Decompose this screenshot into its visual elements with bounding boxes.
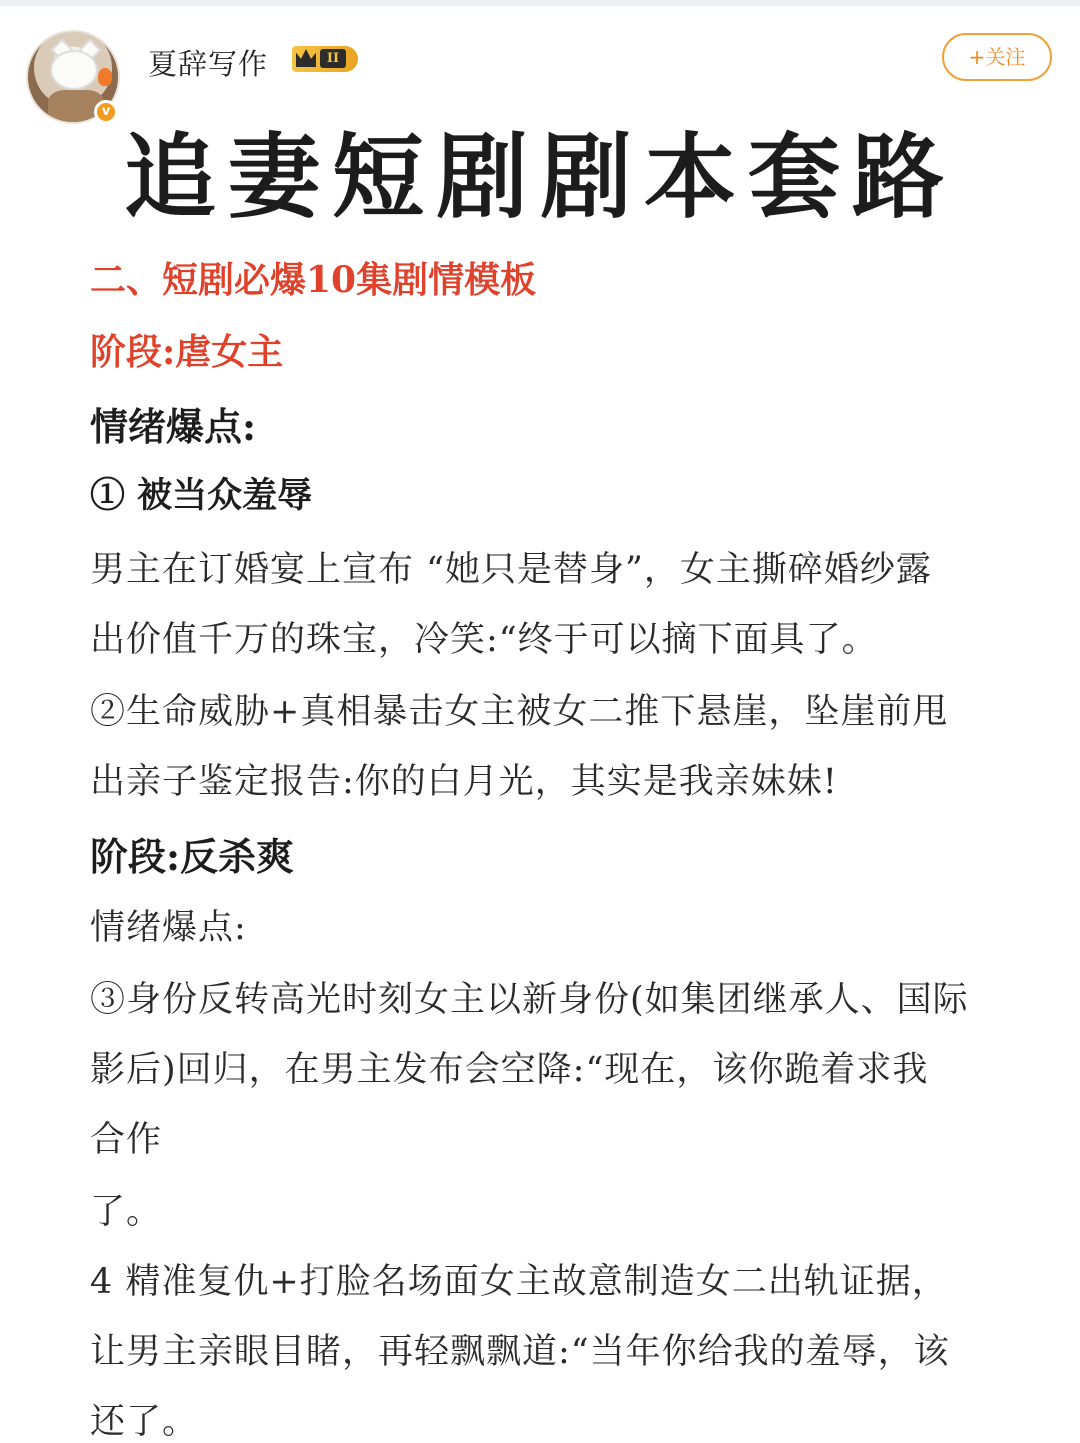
verified-icon: v <box>94 100 118 124</box>
crown-icon <box>296 49 316 67</box>
follow-button[interactable]: +关注 <box>942 33 1052 81</box>
item1-line: 出价值千万的珠宝，冷笑:“终于可以摘下面具了。 <box>90 620 878 660</box>
stage2-points-label: 情绪爆点: <box>90 908 247 948</box>
item3-line: ③身份反转高光时刻女主以新身份(如集团继承人、国际 <box>90 980 969 1020</box>
level-badge <box>292 46 358 72</box>
stage1-heading: 阶段:虐女主 <box>90 331 284 373</box>
top-divider <box>0 0 1080 6</box>
item1-line: 男主在订婚宴上宣布 “她只是替身”，女主撕碎婚纱露 <box>90 550 932 590</box>
section-heading: 二、短剧必爆10集剧情模板 <box>90 259 537 301</box>
item4-line: 4 精准复仇+打脸名场面女主故意制造女二出轨证据， <box>90 1262 948 1302</box>
item2-line: 出亲子鉴定报告:你的白月光，其实是我亲妹妹! <box>90 762 838 802</box>
item2-line: ②生命威胁+真相暴击女主被女二推下悬崖，坠崖前甩 <box>90 692 949 732</box>
item3-line: 影后)回归，在男主发布会空降:“现在，该你跪着求我 <box>90 1050 929 1090</box>
avatar-flame <box>98 68 112 86</box>
avatar-face <box>50 50 98 90</box>
author-name[interactable]: 夏辞写作 <box>148 47 269 81</box>
item4-line: 让男主亲眼目睹，再轻飘飘道:“当年你给我的羞辱，该 <box>90 1332 950 1372</box>
item1-title: ① 被当众羞辱 <box>90 475 313 516</box>
item4-line: 还了。 <box>90 1402 199 1442</box>
item3-line: 了。 <box>90 1192 163 1232</box>
item3-line: 合作 <box>90 1120 163 1160</box>
stage1-points-label: 情绪爆点: <box>90 404 257 449</box>
page-title: 追妻短剧剧本套路 <box>123 123 956 231</box>
stage2-heading: 阶段:反杀爽 <box>90 834 295 879</box>
level-number: II <box>320 49 346 68</box>
